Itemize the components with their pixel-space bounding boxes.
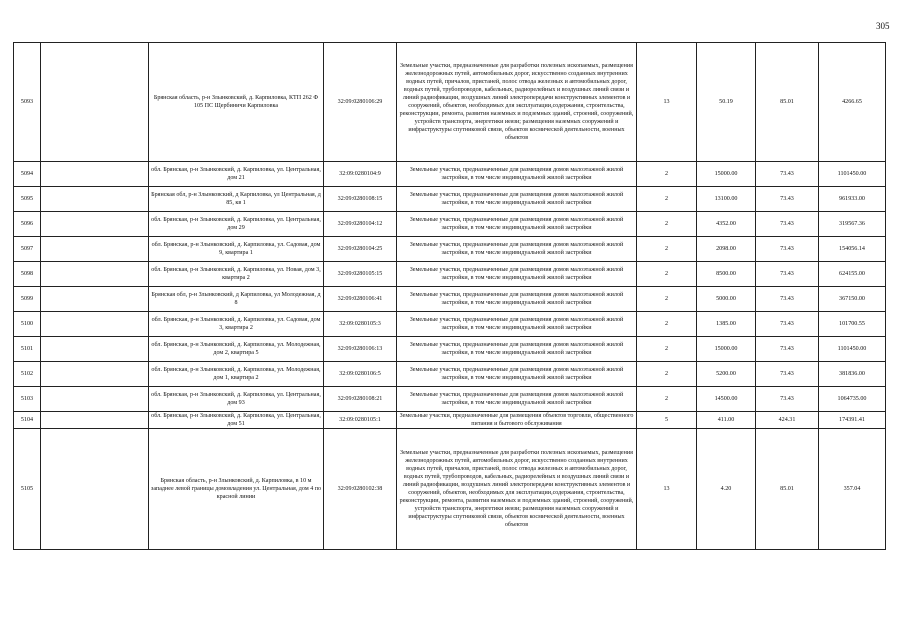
address-cell: Брянская область, р-н Злынковский, д. Карпиловка, в 10 м западнее левой границы домовладения ул. Центральная, дом 4 по красной линии	[149, 429, 324, 550]
total-value-cell: 357.04	[819, 429, 886, 550]
address-cell: Брянская обл, р-н Злынковский, д Карпиловка, ул Центральная, д 85, кв 1	[149, 187, 324, 212]
specific-value-cell: 73.43	[756, 237, 819, 262]
row-number: 5101	[14, 337, 41, 362]
area-cell: 8500.00	[697, 262, 756, 287]
spacer-cell	[41, 212, 149, 237]
total-value-cell: 319567.36	[819, 212, 886, 237]
area-cell: 50.19	[697, 43, 756, 162]
row-number: 5096	[14, 212, 41, 237]
group-cell: 13	[637, 43, 697, 162]
total-value-cell: 1101450.00	[819, 337, 886, 362]
specific-value-cell: 73.43	[756, 162, 819, 187]
group-cell: 2	[637, 262, 697, 287]
address-cell: обл. Брянская, р-н Злынковский, д. Карпиловка, ул. Молодежная, дом 1, квартира 2	[149, 362, 324, 387]
cadastral-number-cell: 32:09:0280105:1	[324, 412, 397, 429]
specific-value-cell: 73.43	[756, 312, 819, 337]
total-value-cell: 101700.55	[819, 312, 886, 337]
specific-value-cell: 73.43	[756, 187, 819, 212]
table-row	[14, 212, 886, 237]
table-row	[14, 312, 886, 337]
cadastral-number-cell: 32:09:0280104:25	[324, 237, 397, 262]
specific-value-cell: 73.43	[756, 387, 819, 412]
group-cell: 2	[637, 387, 697, 412]
cadastral-number-cell: 32:09:0280104:12	[324, 212, 397, 237]
address-cell: обл. Брянская, р-н Злынковский, д. Карпиловка, ул. Центральная, дом 93	[149, 387, 324, 412]
area-cell: 411.00	[697, 412, 756, 429]
group-cell: 2	[637, 362, 697, 387]
row-number: 5103	[14, 387, 41, 412]
specific-value-cell: 85.01	[756, 43, 819, 162]
specific-value-cell: 424.31	[756, 412, 819, 429]
address-cell: обл. Брянская, р-н Злынковский, д. Карпиловка, ул. Центральная, дом 51	[149, 412, 324, 429]
group-cell: 13	[637, 429, 697, 550]
cadastral-number-cell: 32:09:0280108:15	[324, 187, 397, 212]
area-cell: 4.20	[697, 429, 756, 550]
address-cell: Брянская обл, р-н Злынковский, д Карпиловка, ул Молодежная, д 8	[149, 287, 324, 312]
area-cell: 5000.00	[697, 287, 756, 312]
area-cell: 1385.00	[697, 312, 756, 337]
specific-value-cell: 73.43	[756, 337, 819, 362]
group-cell: 2	[637, 237, 697, 262]
spacer-cell	[41, 162, 149, 187]
total-value-cell: 624155.00	[819, 262, 886, 287]
spacer-cell	[41, 337, 149, 362]
spacer-cell	[41, 429, 149, 550]
row-number: 5099	[14, 287, 41, 312]
area-cell: 5200.00	[697, 362, 756, 387]
row-number: 5095	[14, 187, 41, 212]
group-cell: 2	[637, 287, 697, 312]
permitted-use-cell: Земельные участки, предназначенные для размещения домов малоэтажной жилой застройки, в том числе индивидуальной жилой застройки	[397, 187, 637, 212]
permitted-use-cell: Земельные участки, предназначенные для размещения домов малоэтажной жилой застройки, в том числе индивидуальной жилой застройки	[397, 362, 637, 387]
area-cell: 2098.00	[697, 237, 756, 262]
cadastral-number-cell: 32:09:0280105:15	[324, 262, 397, 287]
cadastral-number-cell: 32:09:0280106:41	[324, 287, 397, 312]
address-cell: обл. Брянская, р-н Злынковский, д. Карпиловка, ул. Садовая, дом 9, квартира 1	[149, 237, 324, 262]
spacer-cell	[41, 362, 149, 387]
specific-value-cell: 73.43	[756, 287, 819, 312]
permitted-use-cell: Земельные участки, предназначенные для размещения домов малоэтажной жилой застройки, в том числе индивидуальной жилой застройки	[397, 212, 637, 237]
row-number: 5104	[14, 412, 41, 429]
area-cell: 15000.00	[697, 337, 756, 362]
spacer-cell	[41, 412, 149, 429]
table-row	[14, 337, 886, 362]
group-cell: 2	[637, 162, 697, 187]
cadastral-number-cell: 32:09:0280106:29	[324, 43, 397, 162]
address-cell: обл. Брянская, р-н Злынковский, д. Карпиловка, ул. Новая, дом 3, квартира 2	[149, 262, 324, 287]
table-row	[14, 237, 886, 262]
specific-value-cell: 73.43	[756, 212, 819, 237]
area-cell: 4352.00	[697, 212, 756, 237]
address-cell: Брянская область, р-н Злынковский, д. Карпиловка, КТП 262 Ф 105 ПС Щербиничи Карпиловка	[149, 43, 324, 162]
group-cell: 2	[637, 187, 697, 212]
cadastral-number-cell: 32:09:0280105:3	[324, 312, 397, 337]
table-row	[14, 429, 886, 550]
area-cell: 14500.00	[697, 387, 756, 412]
permitted-use-cell: Земельные участки, предназначенные для разработки полезных ископаемых, размещения железнодорожных путей, автомобильных дорог, искусственно созданных внутренних водных путей, причалов, пристаней, полос отвода железных и автомобильных дорог, водных путей, трубопроводов, кабельных, радиорелейных и воздушных линий связи и линий радиофикации, воздушных линий электропередачи конструктивных элементов и сооружений, объектов, необходимых для эксплуатации,содержания, строительства, реконструкции, ремонта, развития наземных и подземных зданий, строений, сооружений, устройств транспорта, энергетики иеязи; размещения наземных сооружений и инфраструктуры спутниковой связи, объектов космической деятельности, военных объектов	[397, 43, 637, 162]
row-number: 5098	[14, 262, 41, 287]
permitted-use-cell: Земельные участки, предназначенные для размещения домов малоэтажной жилой застройки, в том числе индивидуальной жилой застройки	[397, 337, 637, 362]
cadastral-number-cell: 32:09:0280104:9	[324, 162, 397, 187]
table-row	[14, 387, 886, 412]
specific-value-cell: 85.01	[756, 429, 819, 550]
permitted-use-cell: Земельные участки, предназначенные для разработки полезных ископаемых, размещения железнодорожных путей, автомобильных дорог, искусственно созданных внутренних водных путей, причалов, пристаней, полос отвода железных и автомобильных дорог, водных путей, трубопроводов, кабельных, радиорелейных и воздушных линий связи и линий радиофикации, воздушных линий электропередачи конструктивных элементов и сооружений, объектов, необходимых для эксплуатации,содержания, строительства, реконструкции, ремонта, развития наземных и подземных зданий, строений, сооружений, устройств транспорта, энергетики иеязи; размещения наземных сооружений и инфраструктуры спутниковой связи, объектов космической деятельности, военных объектов	[397, 429, 637, 550]
spacer-cell	[41, 43, 149, 162]
spacer-cell	[41, 262, 149, 287]
row-number: 5094	[14, 162, 41, 187]
cadastral-number-cell: 32:09:0280108:21	[324, 387, 397, 412]
total-value-cell: 154056.14	[819, 237, 886, 262]
row-number: 5093	[14, 43, 41, 162]
table-body	[14, 43, 886, 550]
row-number: 5105	[14, 429, 41, 550]
permitted-use-cell: Земельные участки, предназначенные для размещения домов малоэтажной жилой застройки, в том числе индивидуальной жилой застройки	[397, 262, 637, 287]
specific-value-cell: 73.43	[756, 362, 819, 387]
table-row	[14, 412, 886, 429]
table-row	[14, 187, 886, 212]
row-number: 5100	[14, 312, 41, 337]
row-number: 5097	[14, 237, 41, 262]
total-value-cell: 961933.00	[819, 187, 886, 212]
spacer-cell	[41, 287, 149, 312]
total-value-cell: 4266.65	[819, 43, 886, 162]
address-cell: обл. Брянская, р-н Злынковский, д. Карпиловка, ул. Садовая, дом 3, квартира 2	[149, 312, 324, 337]
permitted-use-cell: Земельные участки, предназначенные для размещения домов малоэтажной жилой застройки, в том числе индивидуальной жилой застройки	[397, 162, 637, 187]
table-row	[14, 43, 886, 162]
address-cell: обл. Брянская, р-н Злынковский, д. Карпиловка, ул. Центральная, дом 29	[149, 212, 324, 237]
specific-value-cell: 73.43	[756, 262, 819, 287]
spacer-cell	[41, 187, 149, 212]
page-number: 305	[876, 21, 890, 31]
address-cell: обл. Брянская, р-н Злынковский, д. Карпиловка, ул. Центральная, дом 21	[149, 162, 324, 187]
group-cell: 2	[637, 312, 697, 337]
total-value-cell: 1064735.00	[819, 387, 886, 412]
group-cell: 2	[637, 337, 697, 362]
group-cell: 2	[637, 212, 697, 237]
area-cell: 13100.00	[697, 187, 756, 212]
permitted-use-cell: Земельные участки, предназначенные для размещения домов малоэтажной жилой застройки, в том числе индивидуальной жилой застройки	[397, 387, 637, 412]
table-row	[14, 162, 886, 187]
cadastral-number-cell: 32:09:0280106:5	[324, 362, 397, 387]
table-row	[14, 362, 886, 387]
cadastral-number-cell: 32:09:0280102:38	[324, 429, 397, 550]
permitted-use-cell: Земельные участки, предназначенные для размещения домов малоэтажной жилой застройки, в том числе индивидуальной жилой застройки	[397, 287, 637, 312]
address-cell: обл. Брянская, р-н Злынковский, д. Карпиловка, ул. Молодежная, дом 2, квартира 5	[149, 337, 324, 362]
group-cell: 5	[637, 412, 697, 429]
spacer-cell	[41, 312, 149, 337]
permitted-use-cell: Земельные участки, предназначенные для размещения объектов торговли, общественного питания и бытового обслуживания	[397, 412, 637, 429]
table-row	[14, 287, 886, 312]
area-cell: 15000.00	[697, 162, 756, 187]
total-value-cell: 381836.00	[819, 362, 886, 387]
spacer-cell	[41, 237, 149, 262]
permitted-use-cell: Земельные участки, предназначенные для размещения домов малоэтажной жилой застройки, в том числе индивидуальной жилой застройки	[397, 237, 637, 262]
total-value-cell: 1101450.00	[819, 162, 886, 187]
cadastral-number-cell: 32:09:0280106:13	[324, 337, 397, 362]
total-value-cell: 367150.00	[819, 287, 886, 312]
spacer-cell	[41, 387, 149, 412]
total-value-cell: 174391.41	[819, 412, 886, 429]
land-value-table	[13, 42, 886, 550]
row-number: 5102	[14, 362, 41, 387]
table-row	[14, 262, 886, 287]
permitted-use-cell: Земельные участки, предназначенные для размещения домов малоэтажной жилой застройки, в том числе индивидуальной жилой застройки	[397, 312, 637, 337]
